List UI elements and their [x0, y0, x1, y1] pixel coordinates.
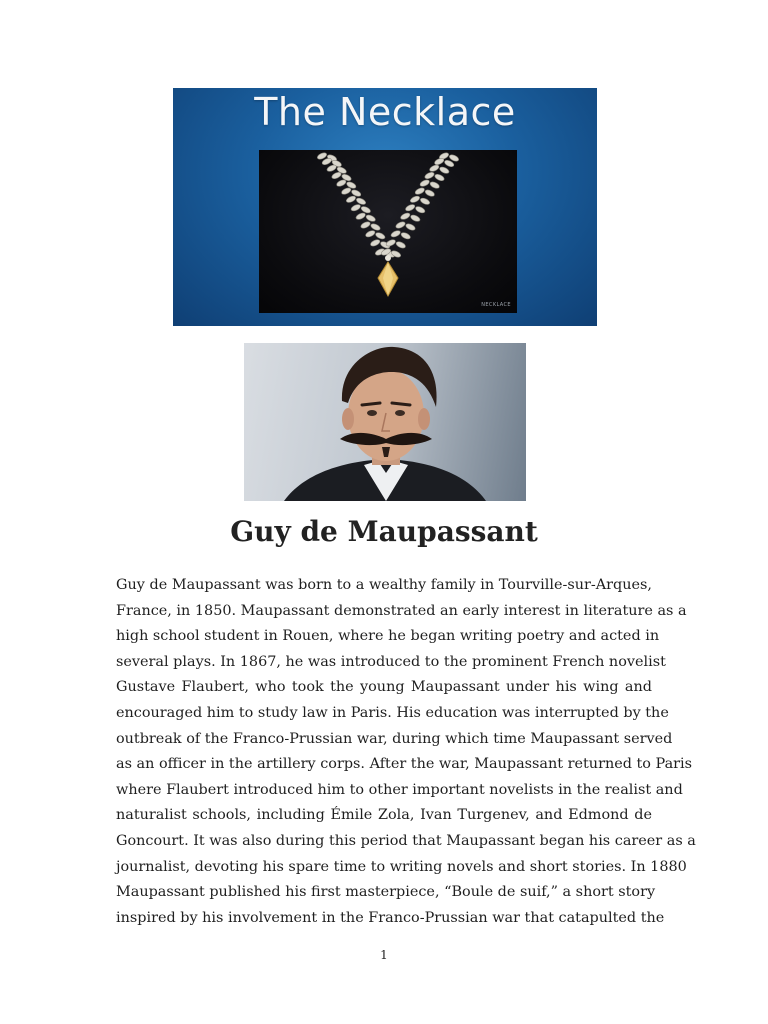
gem-leaf — [395, 221, 406, 230]
gem-leaf — [409, 195, 420, 204]
text-line: encouraged him to study law in Paris. His education was interrupted by the — [116, 704, 669, 721]
gem-leaf — [400, 231, 411, 240]
text-line: France, in 1850. Maupassant demonstrated an early interest in literature as a — [116, 602, 687, 619]
author-portrait — [244, 343, 526, 501]
text-line: naturalist schools, including Émile Zola, Ivan Turgenev, and Edmond de — [116, 807, 652, 824]
gem-leaf — [395, 240, 406, 249]
gem-leaf — [350, 203, 361, 212]
gem-leaf — [341, 187, 352, 196]
text-line: as an officer in the artillery corps. After the war, Maupassant returned to Paris — [116, 756, 693, 773]
gem-leaf — [414, 187, 425, 196]
gem-leaf — [429, 181, 440, 190]
gem-leaf — [400, 212, 411, 221]
cover-title: The Necklace — [254, 90, 516, 134]
page-number: 1 — [380, 948, 388, 962]
necklace-photo — [259, 150, 517, 313]
gem-leaf — [365, 214, 376, 223]
gem-leaf — [365, 229, 376, 238]
portrait-illustration — [244, 343, 526, 501]
gem-leaf — [355, 212, 366, 221]
gem-leaf — [419, 179, 430, 188]
text-line: where Flaubert introduced him to other important novelists in the realist and — [116, 781, 683, 798]
gem-leaf — [390, 229, 401, 238]
gem-leaf — [405, 203, 416, 212]
gem-leaf — [336, 179, 347, 188]
text-line: outbreak of the Franco-Prussian war, during which time Maupassant served — [116, 730, 673, 747]
gem-leaf — [415, 205, 426, 214]
gem-leaf — [439, 166, 450, 175]
cover-image — [173, 88, 597, 326]
gem-leaf — [429, 164, 440, 173]
text-line: Guy de Maupassant was born to a wealthy family in Tourville-sur-Arques, — [116, 577, 652, 593]
text-line: Goncourt. It was also during this period that Maupassant began his career as a — [116, 832, 696, 849]
gem-leaf — [326, 164, 337, 173]
gem-leaf — [424, 189, 435, 198]
gem-leaf — [434, 157, 445, 166]
gem-leaf — [405, 223, 416, 232]
text-line: journalist, devoting his spare time to writing novels and short stories. In 1880 — [116, 858, 687, 875]
body-paragraph — [116, 573, 696, 931]
photo-watermark: NECKLACE — [481, 302, 511, 308]
page-heading: Guy de Maupassant — [230, 515, 538, 548]
gem-leaf — [410, 214, 421, 223]
gem-leaf — [360, 221, 371, 230]
text-line: Gustave Flaubert, who took the young Maupassant under his wing and — [116, 679, 652, 696]
gem-leaf — [385, 238, 396, 247]
gem-leaf — [419, 197, 430, 206]
text-line: several plays. In 1867, he was introduced to the prominent French novelist — [116, 653, 666, 670]
gem-leaf — [370, 223, 381, 232]
gem-leaf — [424, 171, 435, 180]
text-line: inspired by his involvement in the Franco-Prussian war that catapulted the — [116, 909, 665, 926]
text-line: high school student in Rouen, where he began writing poetry and acted in — [116, 628, 660, 645]
gem-leaf — [434, 173, 445, 182]
gem-leaf — [370, 238, 381, 247]
gem-leaf — [331, 171, 342, 180]
text-line: Maupassant published his first masterpiece, “Boule de suif,” a short story — [116, 884, 656, 901]
necklace-illustration — [259, 150, 517, 313]
gem-leaf — [375, 231, 386, 240]
gem-leaf — [345, 195, 356, 204]
